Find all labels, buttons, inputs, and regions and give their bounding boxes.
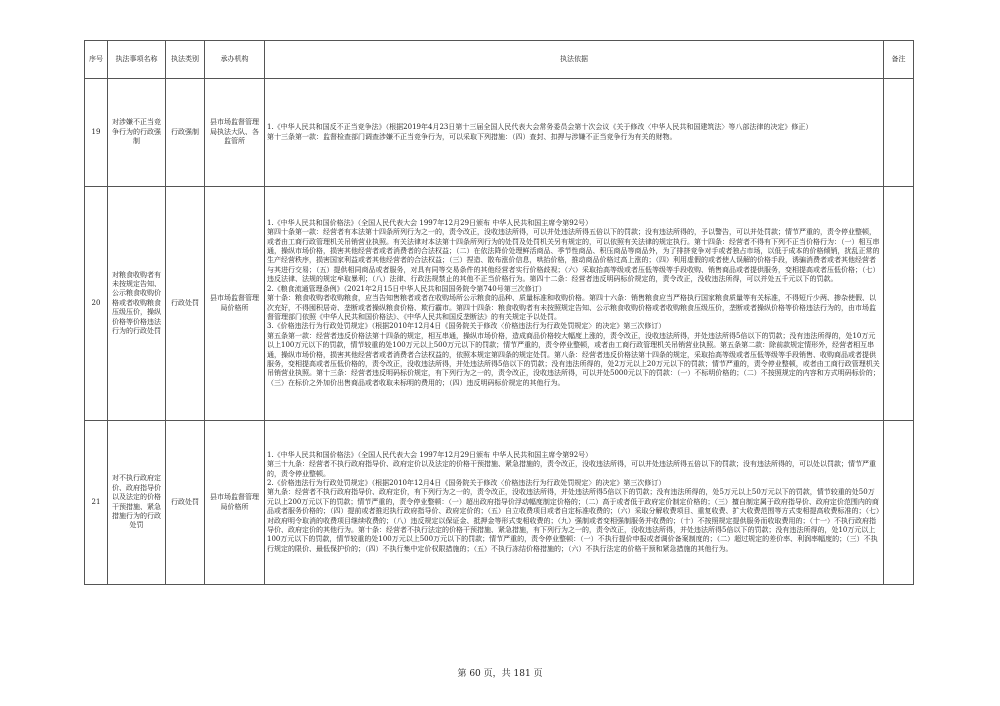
header-seq: 序号	[85, 41, 108, 79]
enforcement-table	[84, 40, 914, 585]
basis-paragraph: 1.《中华人民共和国价格法》（全国人民代表大会 1997年12月29日颁布 中华人民共和国主席令第92号）	[267, 218, 593, 227]
header-name: 执法事项名称	[108, 41, 166, 79]
row-agency: 县市场监督管理局执法大队、各监管所	[205, 79, 265, 187]
basis-paragraph: 第十条：粮食收购者收购粮食，应当告知售粮者或者在收购场所公示粮食的品种、质量标准和收购价格。第四十六条：销售粮食应当严格执行国家粮食质量等有关标准，不得短斤少两、掺杂使假、以次充好，不得囤积居奇、垄断或者操纵粮食价格、欺行霸市。第四十四条：粮食收购者有未按照规定告知、公示粮食收购价格或者收购粮食压级压价，垄断或者操纵价格等价格违法行为的，由市场监督管理部门依照《中华人民共和国价格法》、《中华人民共和国反垄断法》的有关规定予以处罚。	[267, 294, 876, 321]
row-seq: 20	[85, 187, 108, 421]
basis-paragraph: 2.《价格违法行为行政处罚规定》（根据2010年12月4日《国务院关于修改〈价格违法行为行政处罚规定〉的决定》第三次修订）	[267, 478, 666, 487]
row-agency: 县市场监督管理局价格所	[205, 187, 265, 421]
row-basis	[265, 421, 884, 585]
row-type: 行政强制	[166, 79, 205, 187]
row-seq: 19	[85, 79, 108, 187]
basis-paragraph: 2.《粮食流通管理条例》（2021年2月15日中华人民共和国国务院令第740号第三次修订）	[267, 284, 546, 293]
row-type: 行政处罚	[166, 187, 205, 421]
row-note	[884, 421, 914, 585]
basis-paragraph: 1.《中华人民共和国价格法》（全国人民代表大会 1997年12月29日颁布 中华人民共和国主席令第92号）	[267, 450, 593, 459]
row-agency: 县市场监督管理局价格所	[205, 421, 265, 585]
basis-paragraph: 第四十条第一款：经营者有本法第十四条所列行为之一的，责令改正，没收违法所得，可以并处违法所得五倍以下的罚款；没有违法所得的，予以警告，可以并处罚款；情节严重的，责令停业整顿，或者由工商行政管理机关吊销营业执照。有关法律对本法第十四条所列行为的处罚及处罚机关另有规定的，可以依照有关法律的规定执行。第十四条：经营者不得有下列不正当价格行为：（一）相互串通，操纵市场价格，损害其他经营者或者消费者的合法权益；（二）在依法降价处理鲜活商品、季节性商品、积压商品等商品外，为了排挤竞争对手或者独占市场，以低于成本的价格倾销，扰乱正常的生产经营秩序，损害国家利益或者其他经营者的合法权益；（三）捏造、散布涨价信息，哄抬价格，推动商品价格过高上涨的；（四）利用虚假的或者使人误解的价格手段，诱骗消费者或者其他经营者与其进行交易；（五）提供相同商品或者服务，对具有同等交易条件的其他经营者实行价格歧视；（六）采取抬高等级或者压低等级等手段收购、销售商品或者提供服务，变相提高或者压低价格；（七）违反法律、法规的规定牟取暴利；（八）法律、行政法规禁止的其他不正当价格行为。第四十二条：经营者违反明码标价规定的，责令改正，没收违法所得，可以并处五千元以下的罚款。	[267, 228, 880, 284]
row-item-name: 对不执行政府定价、政府指导价以及法定的价格干预措施、紧急措施行为的行政处罚	[108, 421, 166, 585]
table-row	[85, 187, 914, 421]
row-type: 行政处罚	[166, 421, 205, 585]
header-agency: 承办机构	[205, 41, 265, 79]
basis-paragraph: 第十三条第一款：监督检查部门调查涉嫌不正当竞争行为，可以采取下列措施：（四）查封、扣押与涉嫌不正当竞争行为有关的财物。	[267, 132, 677, 141]
header-row	[85, 41, 914, 79]
table-row	[85, 79, 914, 187]
row-item-name: 对涉嫌不正当竞争行为的行政强制	[108, 79, 166, 187]
basis-paragraph: 第五条第一款：经营者违反价格法第十四条的规定，相互串通，操纵市场价格，造成商品价格较大幅度上涨的，责令改正，没收违法所得，并处违法所得5倍以下的罚款；没有违法所得的，处10万元以上100万元以下的罚款，情节较重的处100万元以上500万元以下的罚款；情节严重的，责令停业整顿，或者由工商行政管理机关吊销营业执照。第五条第二款：除前款规定情形外，经营者相互串通，操纵市场价格，损害其他经营者或者消费者合法权益的，依照本规定第四条的规定处罚。第八条：经营者违反价格法第十四条的规定，采取抬高等级或者压低等级等手段销售、收购商品或者提供服务，变相提高或者压低价格的，责令改正，没收违法所得，并处违法所得5倍以下的罚款；没有违法所得的，处2万元以上20万元以下的罚款；情节严重的，责令停业整顿，或者由工商行政管理机关吊销营业执照。第十三条：经营者违反明码标价规定，有下列行为之一的，责令改正，没收违法所得，可以并处5000元以下的罚款：（一）不标明价格的；（二）不按照规定的内容和方式明码标价的；（三）在标价之外加价出售商品或者收取未标明的费用的；（四）违反明码标价规定的其他行为。	[267, 331, 880, 387]
row-basis	[265, 187, 884, 421]
header-note: 备注	[884, 41, 914, 79]
basis-paragraph: 第九条：经营者不执行政府指导价、政府定价，有下列行为之一的，责令改正，没收违法所得，并处违法所得5倍以下的罚款；没有违法所得的，处5万元以上50万元以下的罚款，情节较重的处50万元以上200万元以下的罚款；情节严重的，责令停业整顿：（一）超出政府指导价浮动幅度制定价格的；（二）高于或者低于政府定价制定价格的；（三）擅自制定属于政府指导价、政府定价范围内的商品或者服务价格的；（四）提前或者推迟执行政府指导价、政府定价的；（五）自立收费项目或者自定标准收费的；（六）采取分解收费项目、重复收费、扩大收费范围等方式变相提高收费标准的；（七）对政府明令取消的收费项目继续收费的；（八）违反规定以保证金、抵押金等形式变相收费的；（九）强制或者变相强制服务并收费的；（十）不按照规定提供服务而收取费用的；（十一）不执行政府指导价、政府定价的其他行为。第十条：经营者不执行法定的价格干预措施、紧急措施，有下列行为之一的，责令改正，没收违法所得，并处违法所得5倍以下的罚款；没有违法所得的，处10万元以上100万元以下的罚款，情节较重的处100万元以上500万元以下的罚款；情节严重的，责令停业整顿：（一）不执行提价申报或者调价备案制度的；（二）超过规定的差价率、利润率幅度的；（三）不执行规定的限价、最低保护价的；（四）不执行集中定价权限措施的；（五）不执行冻结价格措施的；（六）不执行法定的价格干预和紧急措施的其他行为。	[267, 488, 880, 553]
header-type: 执法类别	[166, 41, 205, 79]
basis-paragraph: 1.《中华人民共和国反不正当竞争法》（根据2019年4月23日第十三届全国人民代表大会常务委员会第十次会议《关于修改〈中华人民共和国建筑法〉等八部法律的决定》修正）	[267, 123, 813, 132]
header-basis: 执法依据	[265, 41, 884, 79]
page-footer: 第 60 页，共 181 页	[457, 669, 543, 679]
table-row	[85, 421, 914, 585]
basis-paragraph: 第三十九条：经营者不执行政府指导价、政府定价以及法定的价格干预措施、紧急措施的，责令改正，没收违法所得，可以并处违法所得五倍以下的罚款；没有违法所得的，可以处以罚款；情节严重的，责令停业整顿。	[267, 460, 876, 478]
basis-paragraph: 3.《价格违法行为行政处罚规定》（根据2010年12月4日《国务院关于修改〈价格违法行为行政处罚规定〉的决定》第三次修订）	[267, 322, 666, 331]
row-note	[884, 79, 914, 187]
row-seq: 21	[85, 421, 108, 585]
row-note	[884, 187, 914, 421]
row-basis	[265, 79, 884, 187]
row-item-name: 对粮食收购者有未按规定告知、公示粮食收购价格或者收购粮食压级压价，操纵价格等价格违法行为的行政处罚	[108, 187, 166, 421]
